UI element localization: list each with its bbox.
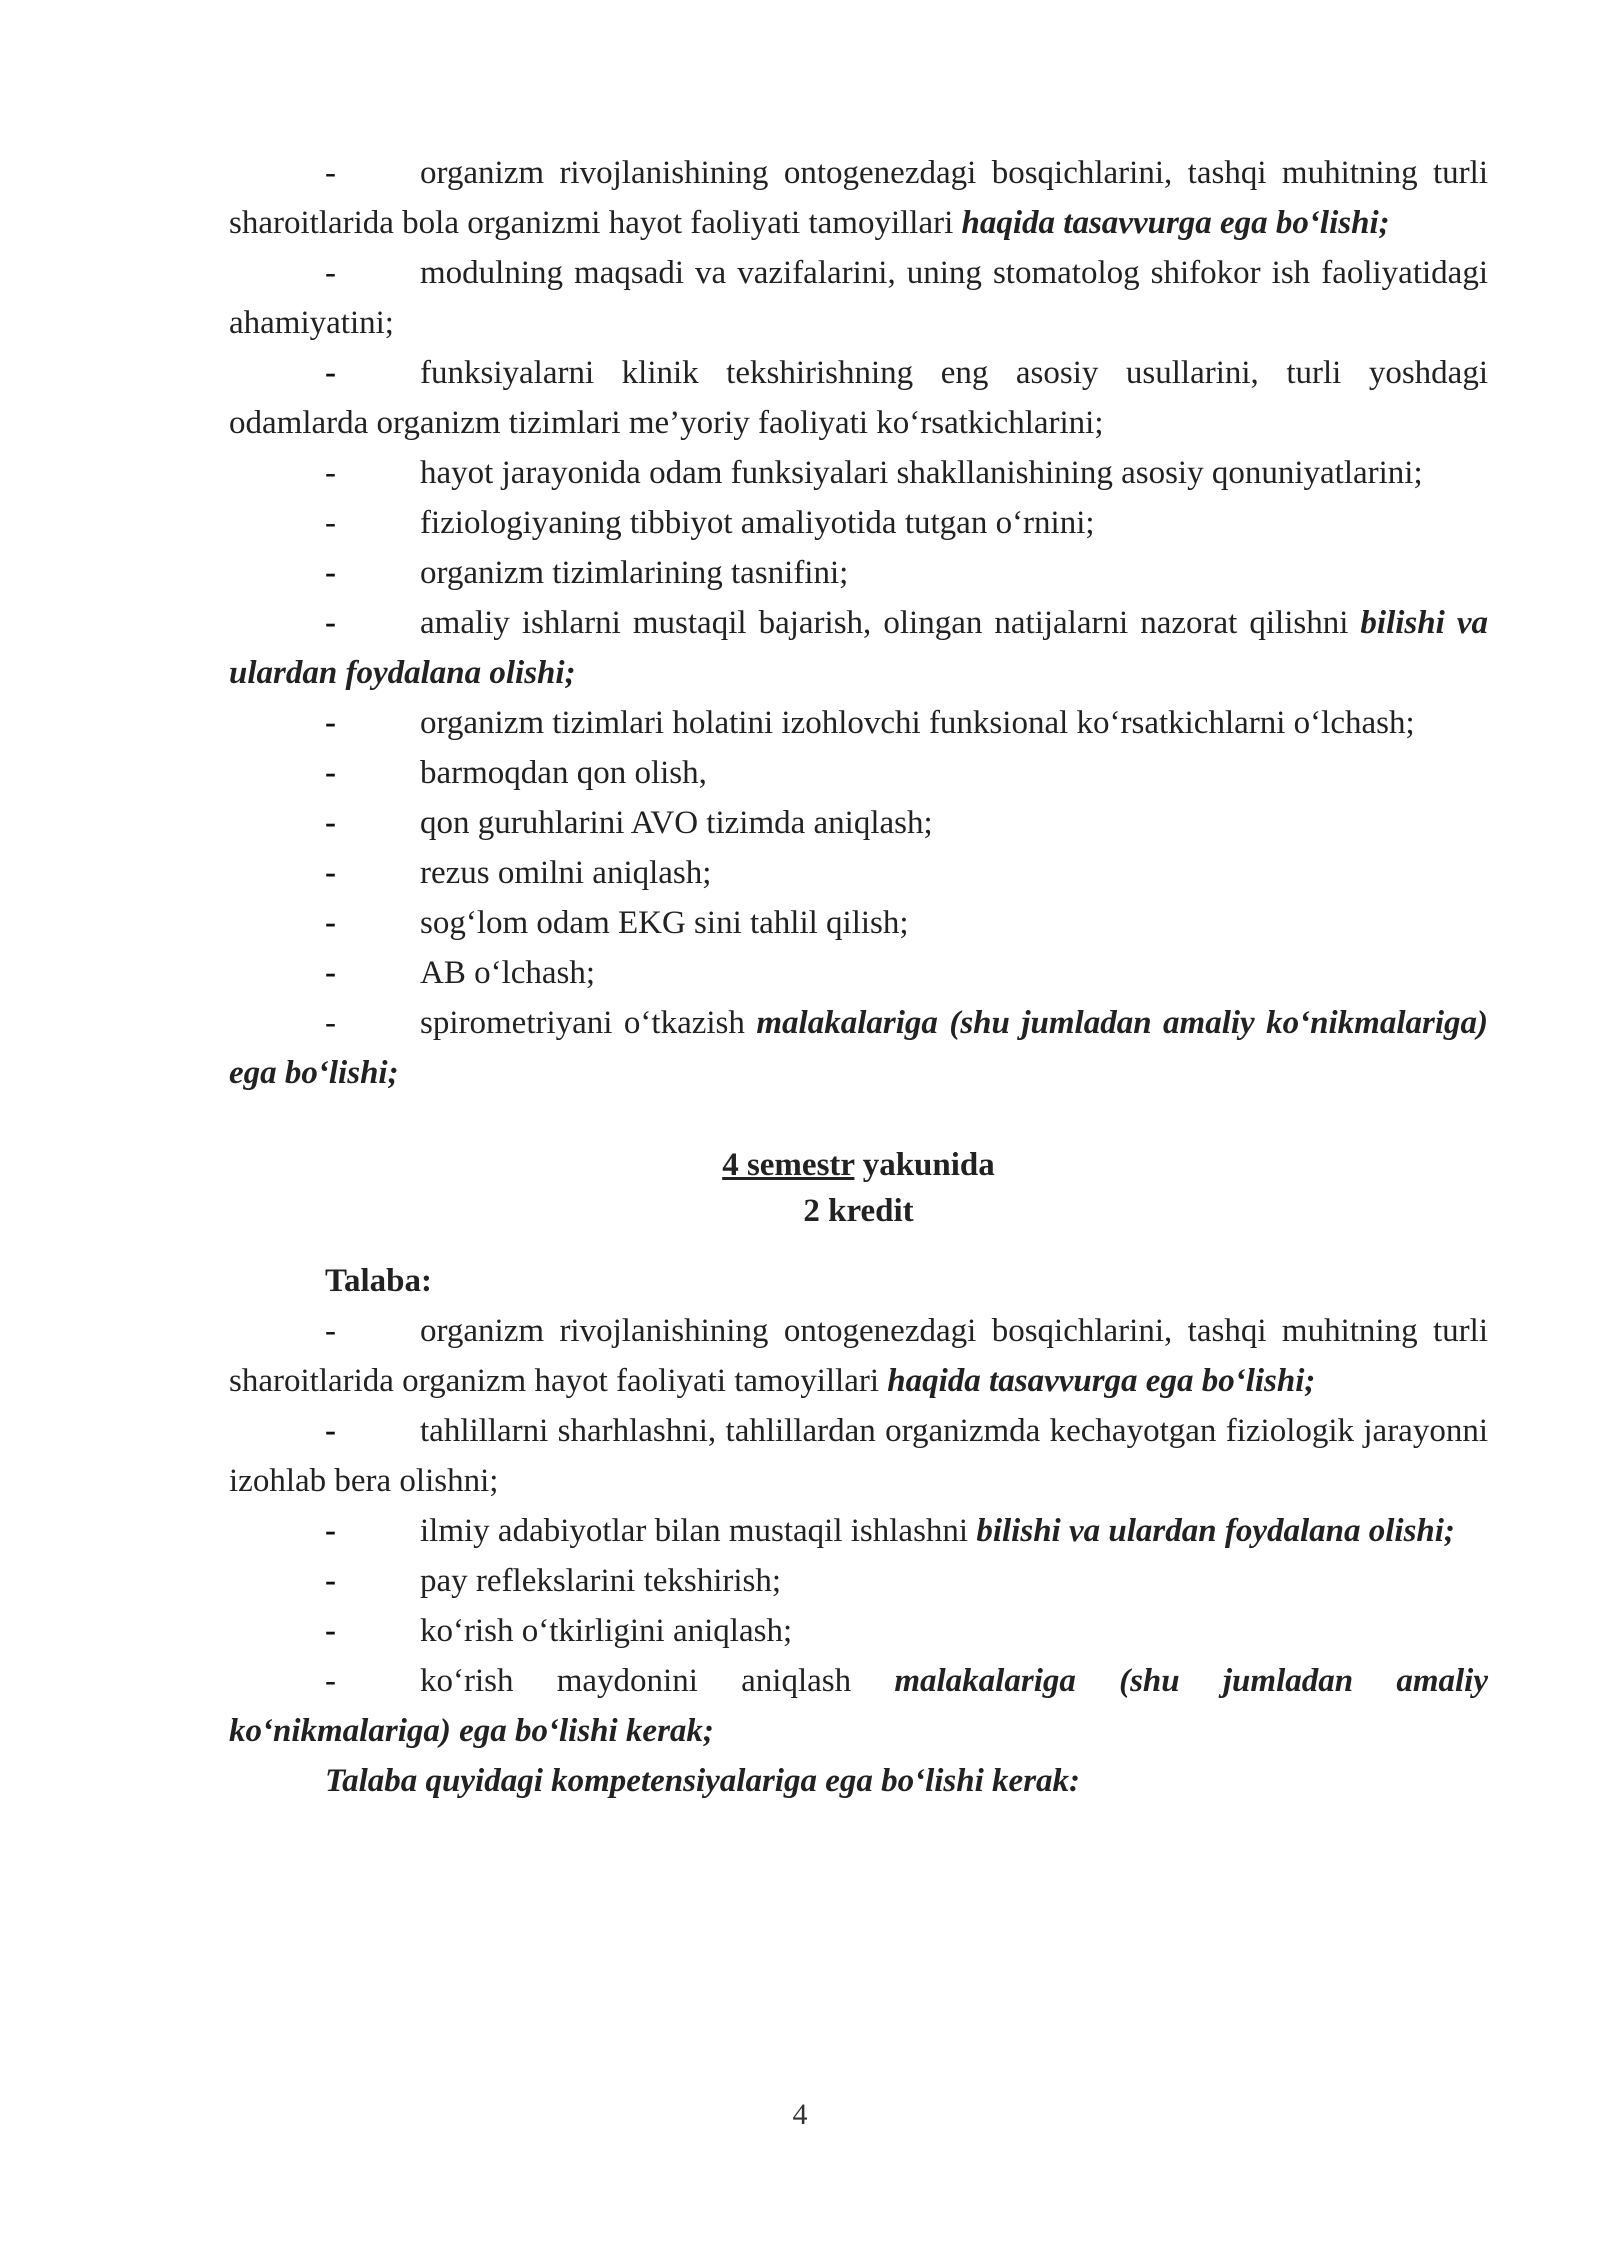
list-dash: -: [325, 1313, 336, 1349]
item-emphasis: haqida tasavvurga ega bo‘lishi;: [887, 1363, 1316, 1399]
list-item: [229, 598, 1488, 698]
heading-gap: [229, 1234, 1488, 1256]
item-emphasis: bilishi va ulardan foydalana olishi;: [229, 605, 1488, 691]
list-item: [229, 748, 1488, 798]
competencies-intro: Talaba quyidagi kompetensiyalariga ega bo‘lishi kerak:: [325, 1763, 1081, 1799]
semester-suffix: yakunida: [854, 1147, 995, 1183]
list-dash: -: [325, 455, 336, 491]
list-item: [229, 1606, 1488, 1656]
list-item: [229, 248, 1488, 348]
list-dash: -: [325, 1613, 336, 1649]
document-page: [229, 148, 1488, 1806]
item-text: amaliy ishlarni mustaqil bajarish, olingan natijalarni nazorat qilishni: [420, 605, 1361, 641]
list-item: [229, 1556, 1488, 1606]
list-item: [229, 798, 1488, 848]
list-item: [229, 498, 1488, 548]
list-dash: -: [325, 905, 336, 941]
item-emphasis: haqida tasavvurga ega bo‘lishi;: [961, 205, 1390, 241]
list-item: [229, 1306, 1488, 1406]
item-emphasis: bilishi va ulardan foydalana olishi;: [976, 1513, 1455, 1549]
item-text: organizm tizimlari holatini izohlovchi funksional ko‘rsatkichlarni o‘lchash;: [420, 705, 1415, 741]
item-text: sog‘lom odam EKG sini tahlil qilish;: [420, 905, 909, 941]
list-dash: -: [325, 1663, 336, 1699]
list-dash: -: [325, 705, 336, 741]
item-text: organizm tizimlarining tasnifini;: [420, 555, 849, 591]
list-item: [229, 698, 1488, 748]
list-dash: -: [325, 855, 336, 891]
item-text: modulning maqsadi va vazifalarini, uning stomatolog shifokor ish faoliyatidagi ahamiyatini;: [229, 255, 1488, 341]
list-item: [229, 848, 1488, 898]
list-dash: -: [325, 255, 336, 291]
item-text: ko‘rish o‘tkirligini aniqlash;: [420, 1613, 793, 1649]
list-item: [229, 1506, 1488, 1556]
list-dash: -: [325, 555, 336, 591]
list-item: [229, 998, 1488, 1098]
list-dash: -: [325, 1413, 336, 1449]
list-item: [229, 148, 1488, 248]
list-dash: -: [325, 505, 336, 541]
section-gap: [229, 1098, 1488, 1142]
item-emphasis: malakalariga (shu jumladan amaliy ko‘nikmalariga) ega bo‘lishi;: [229, 1005, 1488, 1091]
list-item: [229, 448, 1488, 498]
semester-heading: [229, 1142, 1488, 1188]
item-text: pay reflekslarini tekshirish;: [420, 1563, 782, 1599]
list-dash: -: [325, 1005, 336, 1041]
student-label: Talaba:: [325, 1263, 432, 1299]
list-item: [229, 348, 1488, 448]
item-text: organizm rivojlanishining ontogenezdagi bosqichlarini, tashqi muhitning turli sharoitlarida organizm hayot faoliyati tamoyillari: [229, 1313, 1488, 1399]
item-text: ko‘rish maydonini aniqlash: [420, 1663, 895, 1699]
list-dash: -: [325, 1513, 336, 1549]
item-text: fiziologiyaning tibbiyot amaliyotida tutgan o‘rnini;: [420, 505, 1095, 541]
item-text: qon guruhlarini AVO tizimda aniqlash;: [420, 805, 933, 841]
skills-list-1: [229, 148, 1488, 1098]
list-item: [229, 1656, 1488, 1756]
list-dash: -: [325, 605, 336, 641]
list-dash: -: [325, 155, 336, 191]
page-number: 4: [792, 2098, 808, 2131]
item-text: rezus omilni aniqlash;: [420, 855, 712, 891]
list-item: [229, 1406, 1488, 1506]
semester-label: 4 semestr: [722, 1147, 855, 1183]
list-dash: -: [325, 755, 336, 791]
list-item: [229, 948, 1488, 998]
skills-list-2: [229, 1306, 1488, 1756]
item-text: barmoqdan qon olish,: [420, 755, 707, 791]
list-item: [229, 548, 1488, 598]
list-dash: -: [325, 805, 336, 841]
item-text: spirometriyani o‘tkazish: [420, 1005, 757, 1041]
list-dash: -: [325, 355, 336, 391]
item-text: organizm rivojlanishining ontogenezdagi bosqichlarini, tashqi muhitning turli sharoitlarida bola organizmi hayot faoliyati tamoyillari: [229, 155, 1488, 241]
list-dash: -: [325, 1563, 336, 1599]
list-dash: -: [325, 955, 336, 991]
item-text: ilmiy adabiyotlar bilan mustaqil ishlashni: [420, 1513, 977, 1549]
credits-heading: 2 kredit: [803, 1193, 914, 1229]
item-text: hayot jarayonida odam funksiyalari shakllanishining asosiy qonuniyatlarini;: [420, 455, 1423, 491]
item-emphasis: malakalariga (shu jumladan amaliy ko‘nikmalariga) ega bo‘lishi kerak;: [229, 1663, 1488, 1749]
item-text: funksiyalarni klinik tekshirishning eng asosiy usullarini, turli yoshdagi odamlarda organizm tizimlari me’yoriy faoliyati ko‘rsatkichlarini;: [229, 355, 1488, 441]
list-item: [229, 898, 1488, 948]
item-text: tahlillarni sharhlashni, tahlillardan organizmda kechayotgan fiziologik jarayonni izohlab bera olishni;: [229, 1413, 1488, 1499]
item-text: AB o‘lchash;: [420, 955, 596, 991]
